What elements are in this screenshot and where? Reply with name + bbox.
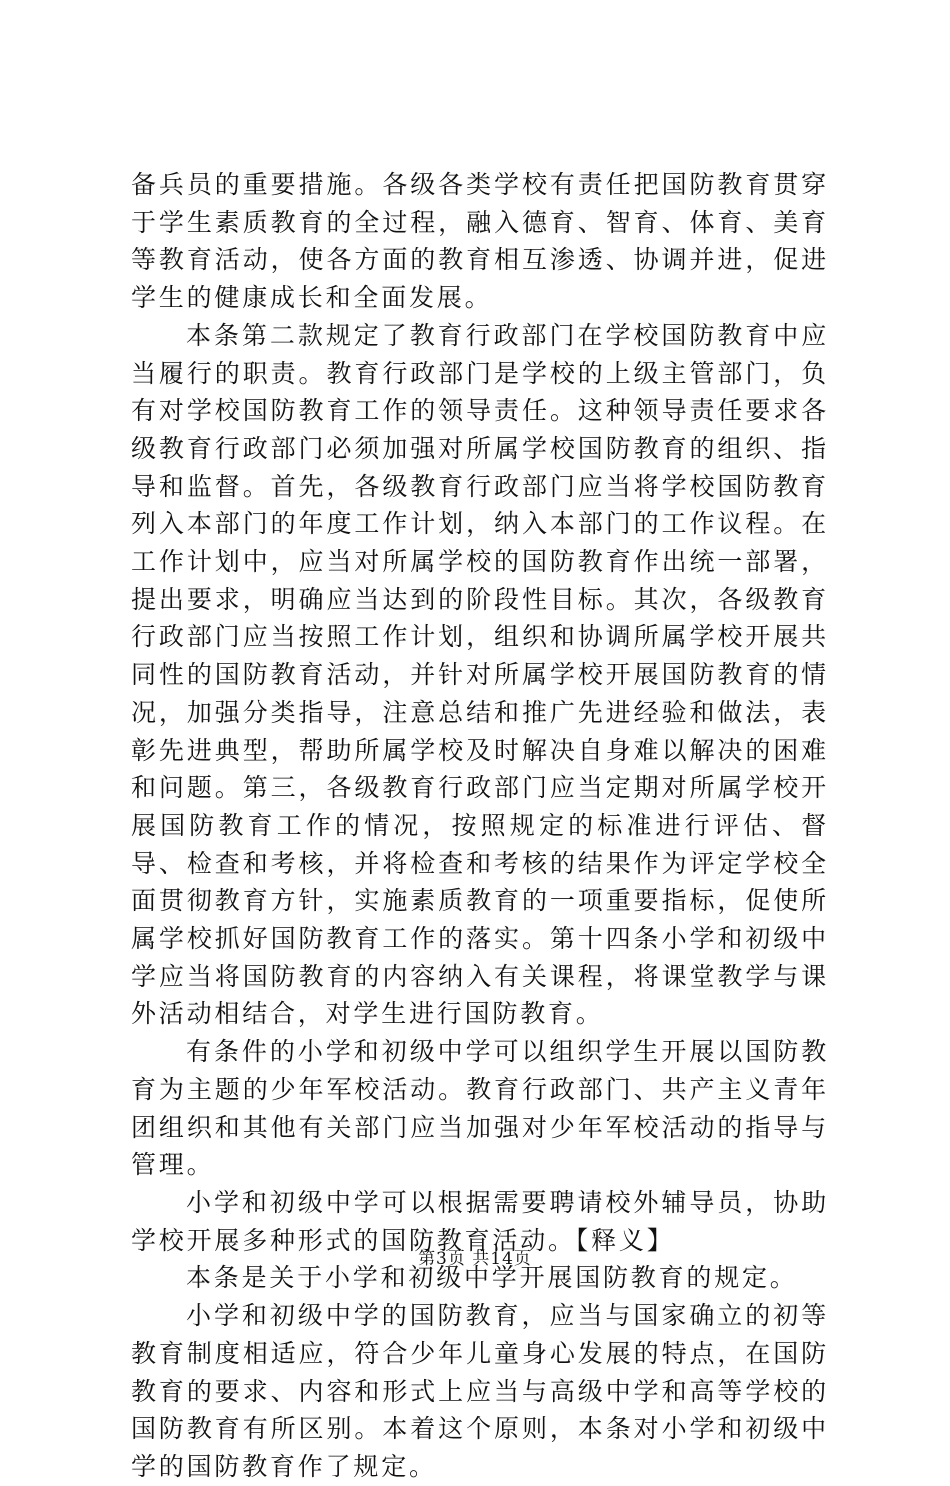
paragraph-3: 有条件的小学和初级中学可以组织学生开展以国防教育为主题的少年军校活动。教育行政部门、共产主义青年团组织和其他有关部门应当加强对少年军校活动的指导与管理。 [131, 1037, 829, 1180]
page-number-footer: 第3页 共14页 [418, 1249, 532, 1269]
paragraph-2: 本条第二款规定了教育行政部门在学校国防教育中应当履行的职责。教育行政部门是学校的上级主管部门，负有对学校国防教育工作的领导责任。这种领导责任要求各级教育行政部门必须加强对所属学校国防教育的组织、指导和监督。首先，各级教育行政部门应当将学校国防教育列入本部门的年度工作计划，纳入本部门的工作议程。在工作计划中，应当对所属学校的国防教育作出统一部署，提出要求，明确应当达到的阶段性目标。其次，各级教育行政部门应当按照工作计划，组织和协调所属学校开展共同性的国防教育活动，并针对所属学校开展国防教育的情况，加强分类指导，注意总结和推广先进经验和做法，表彰先进典型，帮助所属学校及时解决自身难以解决的困难和问题。第三，各级教育行政部门应当定期对所属学校开展国防教育工作的情况，按照规定的标准进行评估、督导、检查和考核，并将检查和考核的结果作为评定学校全面贯彻教育方针，实施素质教育的一项重要指标，促使所属学校抓好国防教育工作的落实。第十四条小学和初级中学应当将国防教育的内容纳入有关课程，将课堂教学与课外活动相结合，对学生进行国防教育。 [131, 320, 829, 1029]
paragraph-5: 本条是关于小学和初级中学开展国防教育的规定。 [186, 1263, 798, 1293]
paragraph-4: 小学和初级中学可以根据需要聘请校外辅导员，协助学校开展多种形式的国防教育活动。【释义】 [131, 1187, 829, 1255]
paragraph-6: 小学和初级中学的国防教育，应当与国家确立的初等教育制度相适应，符合少年儿童身心发展的特点，在国防教育的要求、内容和形式上应当与高级中学和高等学校的国防教育有所区别。本着这个原则，本条对小学和初级中学的国防教育作了规定。 [131, 1301, 829, 1481]
paragraph-1: 备兵员的重要措施。各级各类学校有责任把国防教育贯穿于学生素质教育的全过程，融入德育、智育、体育、美育等教育活动，使各方面的教育相互渗透、协调并进，促进学生的健康成长和全面发展。 [131, 170, 829, 313]
document-body [131, 166, 829, 1486]
